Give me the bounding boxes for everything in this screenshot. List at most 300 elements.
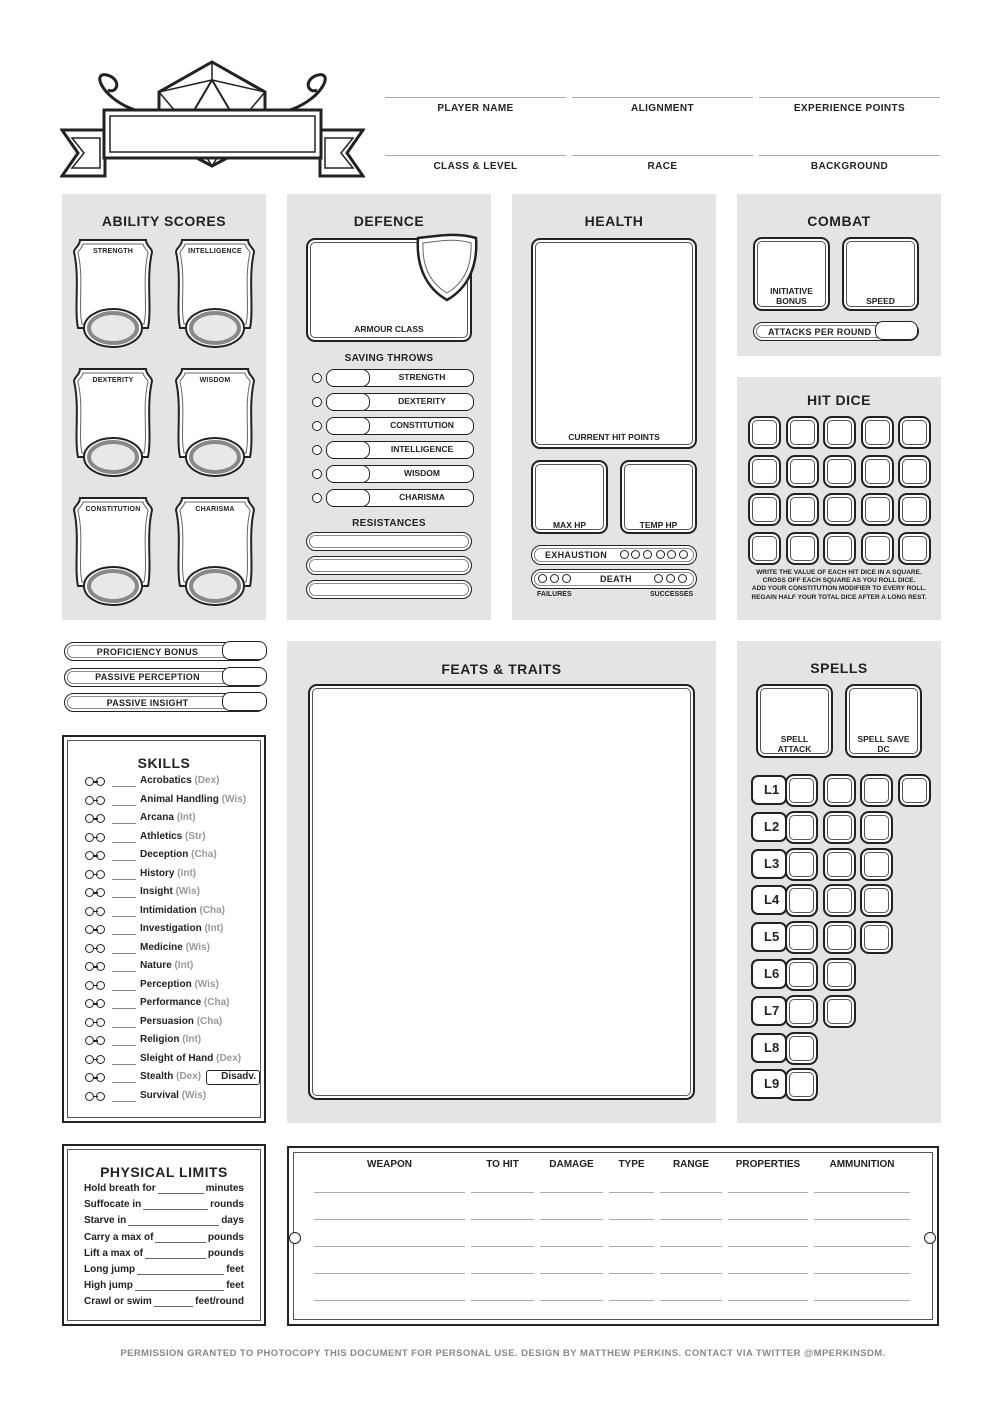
saving-throw-value[interactable]: [326, 393, 370, 411]
skill-value-line[interactable]: [112, 1045, 136, 1046]
spell-level-l6: L6: [751, 959, 787, 989]
weapon-cell-line[interactable]: [540, 1300, 603, 1301]
skill-value-line[interactable]: [112, 1008, 136, 1009]
skill-ability: (Dex): [216, 1052, 242, 1064]
alignment-field[interactable]: ALIGNMENT: [630, 103, 695, 114]
skill-ability: (Cha): [196, 1015, 223, 1027]
weapon-cell-line[interactable]: [471, 1246, 534, 1247]
skill-ability: (Wis): [221, 793, 247, 805]
skill-label: [140, 1034, 201, 1045]
limit-blank-line[interactable]: [154, 1306, 193, 1307]
skill-arcana[interactable]: [84, 812, 259, 828]
spell-slot-square[interactable]: [860, 774, 893, 807]
circle-link: [93, 800, 98, 802]
passive-insight-field[interactable]: [64, 693, 266, 712]
passive-insight-value[interactable]: [222, 692, 267, 711]
spell-slot-square[interactable]: [860, 884, 893, 917]
skill-ability: (Int): [176, 812, 196, 823]
limit-row[interactable]: [84, 1264, 244, 1278]
spell-level-l9: L9: [751, 1069, 787, 1099]
weapon-cell-line[interactable]: [314, 1300, 465, 1301]
skill-name: Performance: [140, 997, 202, 1008]
hit-die-square[interactable]: [748, 416, 781, 449]
exhaustion-level-circle[interactable]: [620, 550, 629, 559]
weapon-cell-line[interactable]: [540, 1246, 603, 1247]
skill-label: [140, 942, 210, 953]
attacks-per-round-field[interactable]: [753, 322, 919, 341]
skill-value-line[interactable]: [112, 934, 136, 935]
skill-label: [140, 960, 193, 971]
ability-dexterity-box[interactable]: [72, 367, 154, 479]
weapon-cell-line[interactable]: [471, 1300, 534, 1301]
hit-die-square[interactable]: [861, 532, 894, 565]
hit-die-square[interactable]: [786, 532, 819, 565]
weapon-cell-line[interactable]: [540, 1192, 603, 1193]
proficiency-bonus-field[interactable]: [64, 642, 266, 661]
skill-label: [140, 1053, 241, 1064]
health-title: HEALTH: [584, 213, 644, 229]
circle-link: [93, 837, 98, 839]
spell-slot-square[interactable]: [785, 884, 818, 917]
exhaustion-level-circle[interactable]: [656, 550, 665, 559]
defence-title: DEFENCE: [353, 213, 425, 229]
saving-throw-label: CONSTITUTION: [390, 420, 454, 430]
weapon-cell-line[interactable]: [471, 1273, 534, 1274]
experience-points-field[interactable]: EXPERIENCE POINTS: [793, 103, 906, 114]
skill-animal-handling[interactable]: [84, 794, 259, 810]
skill-sleight-of-hand[interactable]: [84, 1053, 259, 1069]
hit-die-square[interactable]: [861, 455, 894, 488]
circle-link: [93, 1096, 98, 1098]
saving-throw-value[interactable]: [326, 417, 370, 435]
skill-value-line[interactable]: [112, 990, 136, 991]
limit-blank-line[interactable]: [143, 1209, 208, 1210]
resistance-field[interactable]: [306, 532, 472, 551]
skill-value-line[interactable]: [112, 879, 136, 880]
death-label: DEATH: [600, 574, 632, 584]
skill-ability: (Cha): [199, 904, 226, 916]
saving-throw-constitution[interactable]: [312, 416, 474, 436]
limit-label: Long jump: [84, 1264, 136, 1275]
skill-label: [140, 979, 219, 990]
skill-survival[interactable]: [84, 1090, 259, 1106]
stealth-disadvantage-label: Disadv.: [221, 1071, 256, 1082]
limit-row[interactable]: [84, 1232, 244, 1246]
spell-slot-square[interactable]: [785, 995, 818, 1028]
skill-name: Athletics: [140, 830, 183, 842]
death-success-circle[interactable]: [666, 574, 675, 583]
weapon-cell-line[interactable]: [728, 1300, 808, 1301]
hit-die-square[interactable]: [748, 455, 781, 488]
attacks-value-hex[interactable]: [875, 321, 918, 340]
footer-permission: PERMISSION GRANTED TO PHOTOCOPY THIS DOCUMENT FOR PERSONAL USE. DESIGN BY MATTHEW PERKINS. CONTACT VIA TWITTER @MPERKINSDM.: [120, 1348, 886, 1359]
limit-row[interactable]: [84, 1296, 244, 1310]
weapon-cell-line[interactable]: [728, 1273, 808, 1274]
skill-persuasion[interactable]: [84, 1016, 259, 1032]
skill-value-line[interactable]: [112, 1027, 136, 1028]
skill-name: Nature: [140, 960, 172, 971]
skill-ability: (Int): [204, 923, 224, 934]
circle-link: [93, 1077, 98, 1079]
skill-intimidation[interactable]: [84, 905, 259, 921]
weapon-cell-line[interactable]: [660, 1219, 722, 1220]
skill-ability: (Wis): [185, 941, 210, 953]
skill-label: [140, 905, 225, 916]
skill-acrobatics[interactable]: [84, 775, 259, 791]
weapon-cell-line[interactable]: [814, 1246, 910, 1247]
weapon-cell-line[interactable]: [609, 1300, 654, 1301]
skill-label: [140, 794, 246, 805]
weapon-cell-line[interactable]: [728, 1192, 808, 1193]
skill-label: [140, 1090, 206, 1101]
spell-slot-square[interactable]: [898, 774, 931, 807]
ability-charisma-box[interactable]: [174, 496, 256, 608]
weapon-cell-line[interactable]: [609, 1192, 654, 1193]
skill-name: Medicine: [140, 941, 183, 953]
limit-unit: pounds: [207, 1231, 244, 1243]
saving-throw-label: DEXTERITY: [398, 396, 446, 406]
limit-blank-line[interactable]: [155, 1242, 206, 1243]
hit-die-square[interactable]: [823, 532, 856, 565]
temp-hp-box[interactable]: [620, 460, 697, 534]
spell-slot-square[interactable]: [785, 1068, 818, 1101]
weapon-col-ammunition: AMMUNITION: [829, 1159, 895, 1170]
weapon-col-properties: PROPERTIES: [735, 1159, 801, 1170]
spell-slot-square[interactable]: [860, 811, 893, 844]
weapons-frame: [287, 1146, 939, 1326]
ability-name: CHARISMA: [195, 506, 235, 513]
skill-name: Intimidation: [140, 904, 197, 916]
saving-throw-label: STRENGTH: [398, 372, 446, 382]
current-hp-label: CURRENT HIT POINTS: [568, 432, 660, 442]
circle-link: [93, 1059, 98, 1061]
skill-name: Insight: [140, 886, 173, 897]
limit-blank-line[interactable]: [137, 1274, 224, 1275]
proficiency-dot[interactable]: [312, 469, 322, 479]
skill-value-line[interactable]: [112, 823, 136, 824]
skill-performance[interactable]: [84, 997, 259, 1013]
weapon-cell-line[interactable]: [660, 1273, 722, 1274]
skill-perception[interactable]: [84, 979, 259, 995]
hit-die-square[interactable]: [786, 455, 819, 488]
class-level-field[interactable]: CLASS & LEVEL: [433, 161, 518, 172]
skill-insight[interactable]: [84, 886, 259, 902]
skill-name: Deception: [140, 849, 189, 860]
ability-name: INTELLIGENCE: [188, 248, 242, 255]
skill-value-line[interactable]: [112, 860, 136, 861]
skill-value-line[interactable]: [112, 786, 136, 787]
limit-row[interactable]: [84, 1248, 244, 1262]
temp-hp-label: TEMP HP: [639, 520, 678, 530]
ability-constitution-box[interactable]: [72, 496, 154, 608]
saving-throw-value[interactable]: [326, 441, 370, 459]
skill-history[interactable]: [84, 868, 259, 884]
skill-name: Investigation: [140, 923, 202, 934]
speed-label: SPEED: [866, 296, 895, 306]
spell-slot-square[interactable]: [785, 774, 818, 807]
background-field[interactable]: BACKGROUND: [810, 161, 889, 172]
limit-unit: days: [221, 1215, 244, 1227]
spell-slot-square[interactable]: [785, 921, 818, 954]
skill-value-line[interactable]: [112, 1082, 136, 1083]
saving-throw-strength[interactable]: [312, 368, 474, 388]
hit-die-square[interactable]: [898, 455, 931, 488]
skill-value-line[interactable]: [112, 1101, 136, 1102]
weapon-cell-line[interactable]: [609, 1246, 654, 1247]
spell-slot-square[interactable]: [823, 958, 856, 991]
attacks-label: ATTACKS PER ROUND: [768, 326, 872, 337]
weapon-cell-line[interactable]: [314, 1219, 465, 1220]
saving-throw-intelligence[interactable]: [312, 440, 474, 460]
weapon-cell-line[interactable]: [728, 1219, 808, 1220]
resistance-field[interactable]: [306, 556, 472, 575]
weapon-cell-line[interactable]: [540, 1219, 603, 1220]
weapon-cell-line[interactable]: [314, 1192, 465, 1193]
proficiency-bonus-value[interactable]: [222, 641, 267, 660]
hit-die-square[interactable]: [823, 493, 856, 526]
proficiency-dot[interactable]: [312, 445, 322, 455]
initiative-box[interactable]: [753, 237, 830, 311]
hit-die-square[interactable]: [861, 493, 894, 526]
skill-label: [140, 997, 229, 1008]
skill-ability: (Dex): [194, 775, 220, 786]
circle-link: [93, 892, 98, 894]
passive-insight-label: PASSIVE INSIGHT: [106, 697, 189, 708]
skill-ability: (Wis): [194, 978, 219, 990]
circle-link: [93, 911, 98, 913]
spells-title: SPELLS: [810, 660, 868, 676]
saving-throw-value[interactable]: [326, 465, 370, 483]
hit-die-square[interactable]: [823, 455, 856, 488]
ability-name: WISDOM: [199, 377, 231, 384]
character-name-banner[interactable]: [60, 58, 365, 183]
skill-value-line[interactable]: [112, 971, 136, 972]
circle-link: [93, 966, 98, 968]
skill-investigation[interactable]: [84, 923, 259, 939]
spell-slot-square[interactable]: [823, 774, 856, 807]
feats-title: FEATS & TRAITS: [441, 661, 562, 677]
skill-name: Arcana: [140, 812, 174, 823]
skill-ability: (Str): [185, 830, 206, 842]
exhaustion-level-circle[interactable]: [667, 550, 676, 559]
skill-value-line[interactable]: [112, 1064, 136, 1065]
hit-die-square[interactable]: [786, 416, 819, 449]
exhaustion-level-circle[interactable]: [679, 550, 688, 559]
ability-scores-title: ABILITY SCORES: [101, 213, 227, 229]
weapon-cell-line[interactable]: [660, 1192, 722, 1193]
weapon-cell-line[interactable]: [660, 1246, 722, 1247]
spell-slot-square[interactable]: [860, 848, 893, 881]
hit-die-square[interactable]: [898, 493, 931, 526]
skill-deception[interactable]: [84, 849, 259, 865]
death-success-circle[interactable]: [678, 574, 687, 583]
circle-link: [93, 1040, 98, 1042]
spell-slot-square[interactable]: [785, 1032, 818, 1065]
limit-row[interactable]: [84, 1183, 244, 1197]
spell-attack-box[interactable]: [756, 684, 833, 758]
limit-row[interactable]: [84, 1280, 244, 1294]
saving-throw-value[interactable]: [326, 489, 370, 507]
circle-link: [93, 948, 98, 950]
current-hp-box[interactable]: [531, 238, 697, 449]
circle-link: [93, 781, 98, 783]
circle-link: [93, 1022, 98, 1024]
shield-icon: [414, 230, 480, 302]
spell-slot-square[interactable]: [823, 884, 856, 917]
spell-level-l4: L4: [751, 885, 787, 915]
hit-die-square[interactable]: [748, 493, 781, 526]
skill-name: Acrobatics: [140, 775, 192, 786]
gem-icon: [924, 1232, 936, 1244]
hit-die-square[interactable]: [786, 493, 819, 526]
limit-unit: pounds: [207, 1247, 244, 1259]
spell-save-box[interactable]: [845, 684, 922, 758]
gem-icon: [289, 1232, 301, 1244]
limit-blank-line[interactable]: [135, 1290, 224, 1291]
feats-traits-box[interactable]: [308, 684, 695, 1100]
weapon-cell-line[interactable]: [314, 1273, 465, 1274]
skill-religion[interactable]: [84, 1034, 259, 1050]
hit-die-square[interactable]: [748, 532, 781, 565]
weapon-cell-line[interactable]: [471, 1219, 534, 1220]
weapon-col-to-hit: TO HIT: [486, 1159, 519, 1170]
skill-value-line[interactable]: [112, 842, 136, 843]
saving-throw-dexterity[interactable]: [312, 392, 474, 412]
limit-blank-line[interactable]: [158, 1193, 204, 1194]
spell-slot-square[interactable]: [823, 811, 856, 844]
weapon-cell-line[interactable]: [814, 1300, 910, 1301]
saving-throw-label: INTELLIGENCE: [390, 444, 454, 454]
limit-label: Hold breath for: [84, 1183, 156, 1194]
weapon-cell-line[interactable]: [314, 1246, 465, 1247]
limit-unit: rounds: [210, 1199, 244, 1211]
spell-slot-square[interactable]: [823, 995, 856, 1028]
hit-die-square[interactable]: [861, 416, 894, 449]
limit-label: Crawl or swim: [84, 1296, 152, 1308]
max-hp-box[interactable]: [531, 460, 608, 534]
spell-level-l1: L1: [751, 775, 787, 805]
skill-ability: (Cha): [191, 849, 217, 860]
death-failure-circle[interactable]: [550, 574, 559, 583]
exhaustion-level-circle[interactable]: [631, 550, 640, 559]
weapon-cell-line[interactable]: [814, 1219, 910, 1220]
saving-throws-title: SAVING THROWS: [344, 353, 434, 364]
weapon-cell-line[interactable]: [609, 1219, 654, 1220]
skill-value-line[interactable]: [112, 897, 136, 898]
race-field[interactable]: RACE: [647, 161, 678, 172]
weapon-col-weapon: WEAPON: [367, 1159, 412, 1170]
passive-perception-field[interactable]: [64, 668, 266, 687]
weapon-cell-line[interactable]: [471, 1192, 534, 1193]
proficiency-dot[interactable]: [312, 373, 322, 383]
weapon-cell-line[interactable]: [609, 1273, 654, 1274]
limit-row[interactable]: [84, 1199, 244, 1213]
saving-throw-value[interactable]: [326, 369, 370, 387]
skill-name: Persuasion: [140, 1015, 194, 1027]
d20-banner-icon: [60, 58, 365, 183]
weapon-cell-line[interactable]: [728, 1246, 808, 1247]
hit-die-square[interactable]: [823, 416, 856, 449]
skill-label: [140, 923, 223, 934]
spell-level-l5: L5: [751, 922, 787, 952]
initiative-label: INITIATIVE BONUS: [770, 286, 813, 306]
proficiency-dot[interactable]: [312, 421, 322, 431]
ability-wisdom-box[interactable]: [174, 367, 256, 479]
limit-row[interactable]: [84, 1215, 244, 1229]
limit-blank-line[interactable]: [128, 1225, 219, 1226]
skill-value-line[interactable]: [112, 805, 136, 806]
skill-ability: (Int): [177, 867, 197, 879]
skill-nature[interactable]: [84, 960, 259, 976]
hit-die-square[interactable]: [898, 532, 931, 565]
resistances-title: RESISTANCES: [352, 518, 426, 529]
circle-link: [93, 929, 98, 931]
death-failure-circle[interactable]: [562, 574, 571, 583]
ability-name: STRENGTH: [92, 248, 134, 255]
armour-class-label: ARMOUR CLASS: [354, 324, 424, 334]
skill-label: [140, 886, 200, 897]
proficiency-dot[interactable]: [312, 397, 322, 407]
spell-slot-square[interactable]: [785, 958, 818, 991]
ability-name: DEXTERITY: [92, 377, 134, 384]
hit-dice-note-line: ADD YOUR CONSTITUTION MODIFIER TO EVERY ROLL.: [751, 585, 927, 593]
exhaustion-level-circle[interactable]: [643, 550, 652, 559]
death-success-circle[interactable]: [654, 574, 663, 583]
physical-limits-title: PHYSICAL LIMITS: [100, 1164, 228, 1180]
resistance-field[interactable]: [306, 580, 472, 599]
weapon-cell-line[interactable]: [814, 1192, 910, 1193]
hit-dice-note-line: CROSS OFF EACH SQUARE AS YOU ROLL DICE.: [762, 577, 916, 585]
spell-level-l7: L7: [751, 996, 787, 1026]
proficiency-dot[interactable]: [312, 493, 322, 503]
spell-slot-square[interactable]: [860, 921, 893, 954]
death-failure-circle[interactable]: [538, 574, 547, 583]
ability-intelligence-box[interactable]: [174, 238, 256, 350]
skill-name: Stealth: [140, 1071, 174, 1082]
weapon-cell-line[interactable]: [660, 1300, 722, 1301]
weapon-cell-line[interactable]: [814, 1273, 910, 1274]
limit-unit: minutes: [205, 1183, 244, 1194]
skills-title: SKILLS: [137, 755, 191, 771]
stealth-disadvantage-tag: [206, 1070, 260, 1085]
saving-throw-label: CHARISMA: [399, 492, 445, 502]
spell-slot-square[interactable]: [823, 921, 856, 954]
hit-die-square[interactable]: [898, 416, 931, 449]
max-hp-label: MAX HP: [552, 520, 587, 530]
saving-throw-charisma[interactable]: [312, 488, 474, 508]
skill-athletics[interactable]: [84, 831, 259, 847]
passive-perception-value[interactable]: [222, 667, 267, 686]
spell-level-l8: L8: [751, 1033, 787, 1063]
speed-box[interactable]: [842, 237, 919, 311]
limit-blank-line[interactable]: [145, 1258, 206, 1259]
skill-value-line[interactable]: [112, 916, 136, 917]
saving-throw-wisdom[interactable]: [312, 464, 474, 484]
ability-strength-box[interactable]: [72, 238, 154, 350]
weapon-col-damage: DAMAGE: [549, 1159, 594, 1170]
spell-slot-square[interactable]: [823, 848, 856, 881]
combat-title: COMBAT: [807, 213, 871, 229]
skill-value-line[interactable]: [112, 953, 136, 954]
weapon-cell-line[interactable]: [540, 1273, 603, 1274]
limit-label: Starve in: [84, 1215, 127, 1227]
skill-label: [140, 1071, 201, 1082]
player-name-field[interactable]: PLAYER NAME: [437, 103, 514, 114]
skill-medicine[interactable]: [84, 942, 259, 958]
spell-slot-square[interactable]: [785, 848, 818, 881]
skill-ability: (Int): [182, 1034, 202, 1045]
spell-slot-square[interactable]: [785, 811, 818, 844]
